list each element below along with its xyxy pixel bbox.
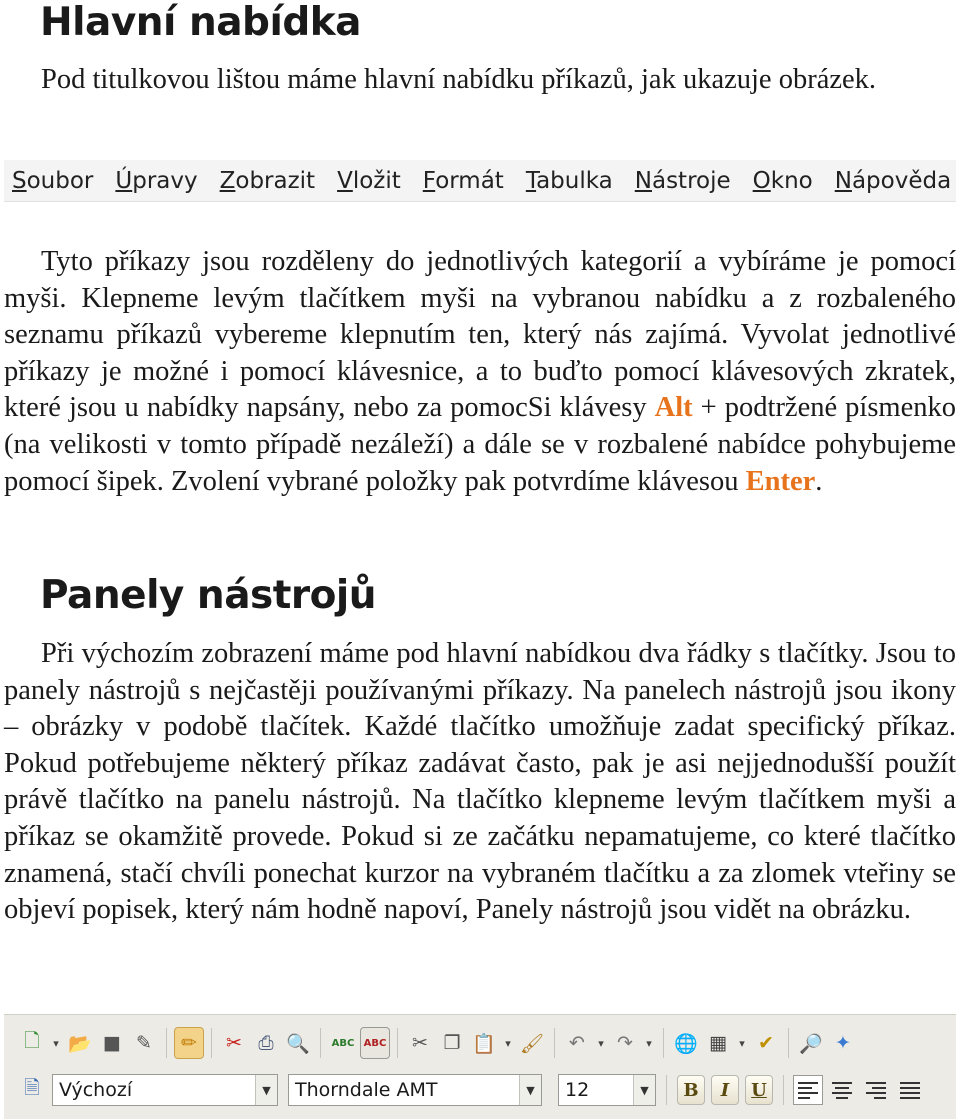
menu-item-label: ložit [352,167,401,194]
menu-accelerator: N [834,167,852,194]
menu-item-label: ástroje [651,167,731,194]
print-icon[interactable]: ⎙ [258,1032,274,1054]
menu-item-label: abulka [536,167,613,194]
align-left-icon[interactable] [794,1076,822,1104]
menu-accelerator: S [12,167,27,194]
align-right-icon[interactable] [862,1076,890,1104]
menu-item-okno[interactable] [753,168,813,194]
dropdown-arrow-icon[interactable]: ▾ [739,1036,745,1050]
menu-accelerator: N [634,167,652,194]
paragraph-menu-usage [4,244,956,500]
paragraph-text: Tyto příkazy jsou rozděleny do jednotlivých kategorií a vybíráme je pomocí myši. Klepneme levým tlačítkem myši na vybranou nabídku a z rozbaleného seznamu příkazů vybereme klepnutím ten, který nás zajímá. Vyvolat jednotlivé příkazy je možné i pomocí klávesnice, a to buďto pomocí klávesových zkratek, které jsou u nabídky napsány, nebo za pomocSi klávesy [4,246,956,424]
toolbar-separator [320,1028,321,1058]
print-preview-icon[interactable]: 🔍 [286,1032,310,1055]
export-pdf-icon[interactable]: ✂ [226,1032,242,1054]
paragraph-intro: Pod titulkovou lištou máme hlavní nabídku příkazů, jak ukazuje obrázek. [41,64,877,95]
bold-button[interactable]: B [677,1075,705,1105]
toolbar-separator [788,1028,789,1058]
chevron-down-icon[interactable]: ▼ [255,1075,277,1105]
menu-item-label: ormát [435,167,504,194]
menu-accelerator: Ú [115,167,133,194]
dropdown-arrow-icon[interactable]: ▾ [598,1036,604,1050]
clone-formatting-icon[interactable]: 🖌 [519,1032,545,1055]
key-enter: Enter [745,465,816,497]
undo-icon[interactable]: ↶ [569,1032,585,1054]
edit-mode-pencil-icon[interactable]: ✏ [175,1028,203,1058]
toolbar-separator [397,1028,398,1058]
toolbar-separator [666,1075,667,1105]
open-folder-icon[interactable]: 📂 [68,1032,92,1055]
redo-icon[interactable]: ↷ [617,1032,633,1054]
toolbar-separator [783,1075,784,1105]
toolbars-illustration [4,1014,956,1119]
menu-item-label: ápověda [851,167,952,194]
standard-toolbar [4,1021,956,1065]
find-replace-icon[interactable]: 🔎 [799,1032,823,1055]
toolbar-separator [211,1028,212,1058]
formatting-toolbar [4,1067,956,1113]
chevron-down-icon[interactable]: ▼ [633,1075,655,1105]
menu-item-label: pravy [132,167,198,194]
edit-document-icon[interactable]: ✎ [136,1032,152,1054]
menu-accelerator: O [752,167,771,194]
cut-icon[interactable]: ✂ [412,1032,428,1054]
dropdown-arrow-icon[interactable]: ▾ [505,1036,511,1050]
menu-item-label: kno [770,167,813,194]
heading-main-menu: Hlavní nabídka [40,0,361,45]
paragraph-toolbars: Při výchozím zobrazení máme pod hlavní nabídkou dva řádky s tlačítky. Jsou to panely nástrojů s nejčastěji používanými příkazy. Na panelech nástrojů jsou ikony – obrázky v podobě tlačítek. Každé tlačítko umožňuje zadat specifický příkaz. Pokud potřebujeme některý příkaz zadávat často, pak je asi nejjednodušší použít právě tlačítko na panelu nástrojů. Na tlačítko klepneme levým tlačítkem myši a příkaz se okamžitě provede. Pokud si ze začátku nepamatujeme, co které tlačítko znamená, stačí chvíli ponechat kurzor na vybraném tlačítku a za zlomek vteřiny se objeví popisek, který nám hodně napoví, Panely nástrojů jsou vidět na obrázku. [4,638,956,926]
paragraph-text: + podtržené písmenko (na velikosti v tomto případě nezáleží) a dále se v rozbalené nabídce pohybujeme pomocí šipek. Zvolení vybrané položky pak potvrdíme klávesou [4,392,956,497]
styles-formatting-icon[interactable]: 🗎 [24,1077,40,1099]
align-justify-icon[interactable] [896,1076,924,1104]
navigator-icon[interactable]: ✦ [835,1032,851,1054]
toolbar-separator [663,1028,664,1058]
menu-accelerator: F [422,167,436,194]
toolbar-separator [554,1028,555,1058]
paragraph-style-select[interactable] [52,1074,278,1106]
paste-icon[interactable]: 📋 [472,1032,496,1055]
paragraph-text: . [815,465,823,497]
dropdown-arrow-icon[interactable]: ▾ [646,1036,652,1050]
underline-button[interactable]: U [745,1075,773,1105]
menu-accelerator: T [525,167,537,194]
menu-item-format[interactable] [423,168,504,194]
menu-item-zobrazit[interactable] [220,168,315,194]
menu-accelerator: Z [219,167,236,194]
menu-item-tabulka[interactable] [526,168,613,194]
font-name-select[interactable] [288,1074,542,1106]
font-size-select[interactable] [558,1074,656,1106]
spellcheck-icon[interactable]: ABC [331,1037,355,1049]
paragraph-style-value: Výchozí [59,1079,133,1101]
save-icon[interactable]: ■ [103,1032,121,1054]
menu-item-vlozit[interactable] [337,168,401,194]
table-icon[interactable]: ▦ [709,1032,727,1054]
chevron-down-icon[interactable]: ▼ [519,1075,541,1105]
key-alt: Alt [654,392,693,424]
menu-item-nastroje[interactable] [635,168,731,194]
menu-item-napoveda[interactable] [835,168,951,194]
menu-item-upravy[interactable] [115,168,197,194]
align-center-icon[interactable] [828,1076,856,1104]
toolbar-separator [166,1028,167,1058]
show-draw-functions-icon[interactable]: ✔ [758,1032,774,1054]
heading-toolbars: Panely nástrojů [40,573,377,618]
menu-item-label: oubor [26,167,94,194]
font-size-value: 12 [565,1079,590,1101]
italic-button[interactable]: I [711,1075,739,1105]
hyperlink-icon[interactable]: 🌐 [674,1032,698,1055]
dropdown-arrow-icon[interactable]: ▾ [53,1036,59,1050]
menu-item-label: obrazit [235,167,316,194]
new-document-icon[interactable]: 🗋 [24,1030,40,1052]
menu-bar-illustration [4,160,956,202]
menu-accelerator: V [337,167,353,194]
menu-item-soubor[interactable] [12,168,93,194]
font-name-value: Thorndale AMT [295,1079,438,1101]
autospellcheck-icon[interactable]: ABC [361,1028,389,1058]
copy-icon[interactable]: ❐ [443,1032,461,1054]
